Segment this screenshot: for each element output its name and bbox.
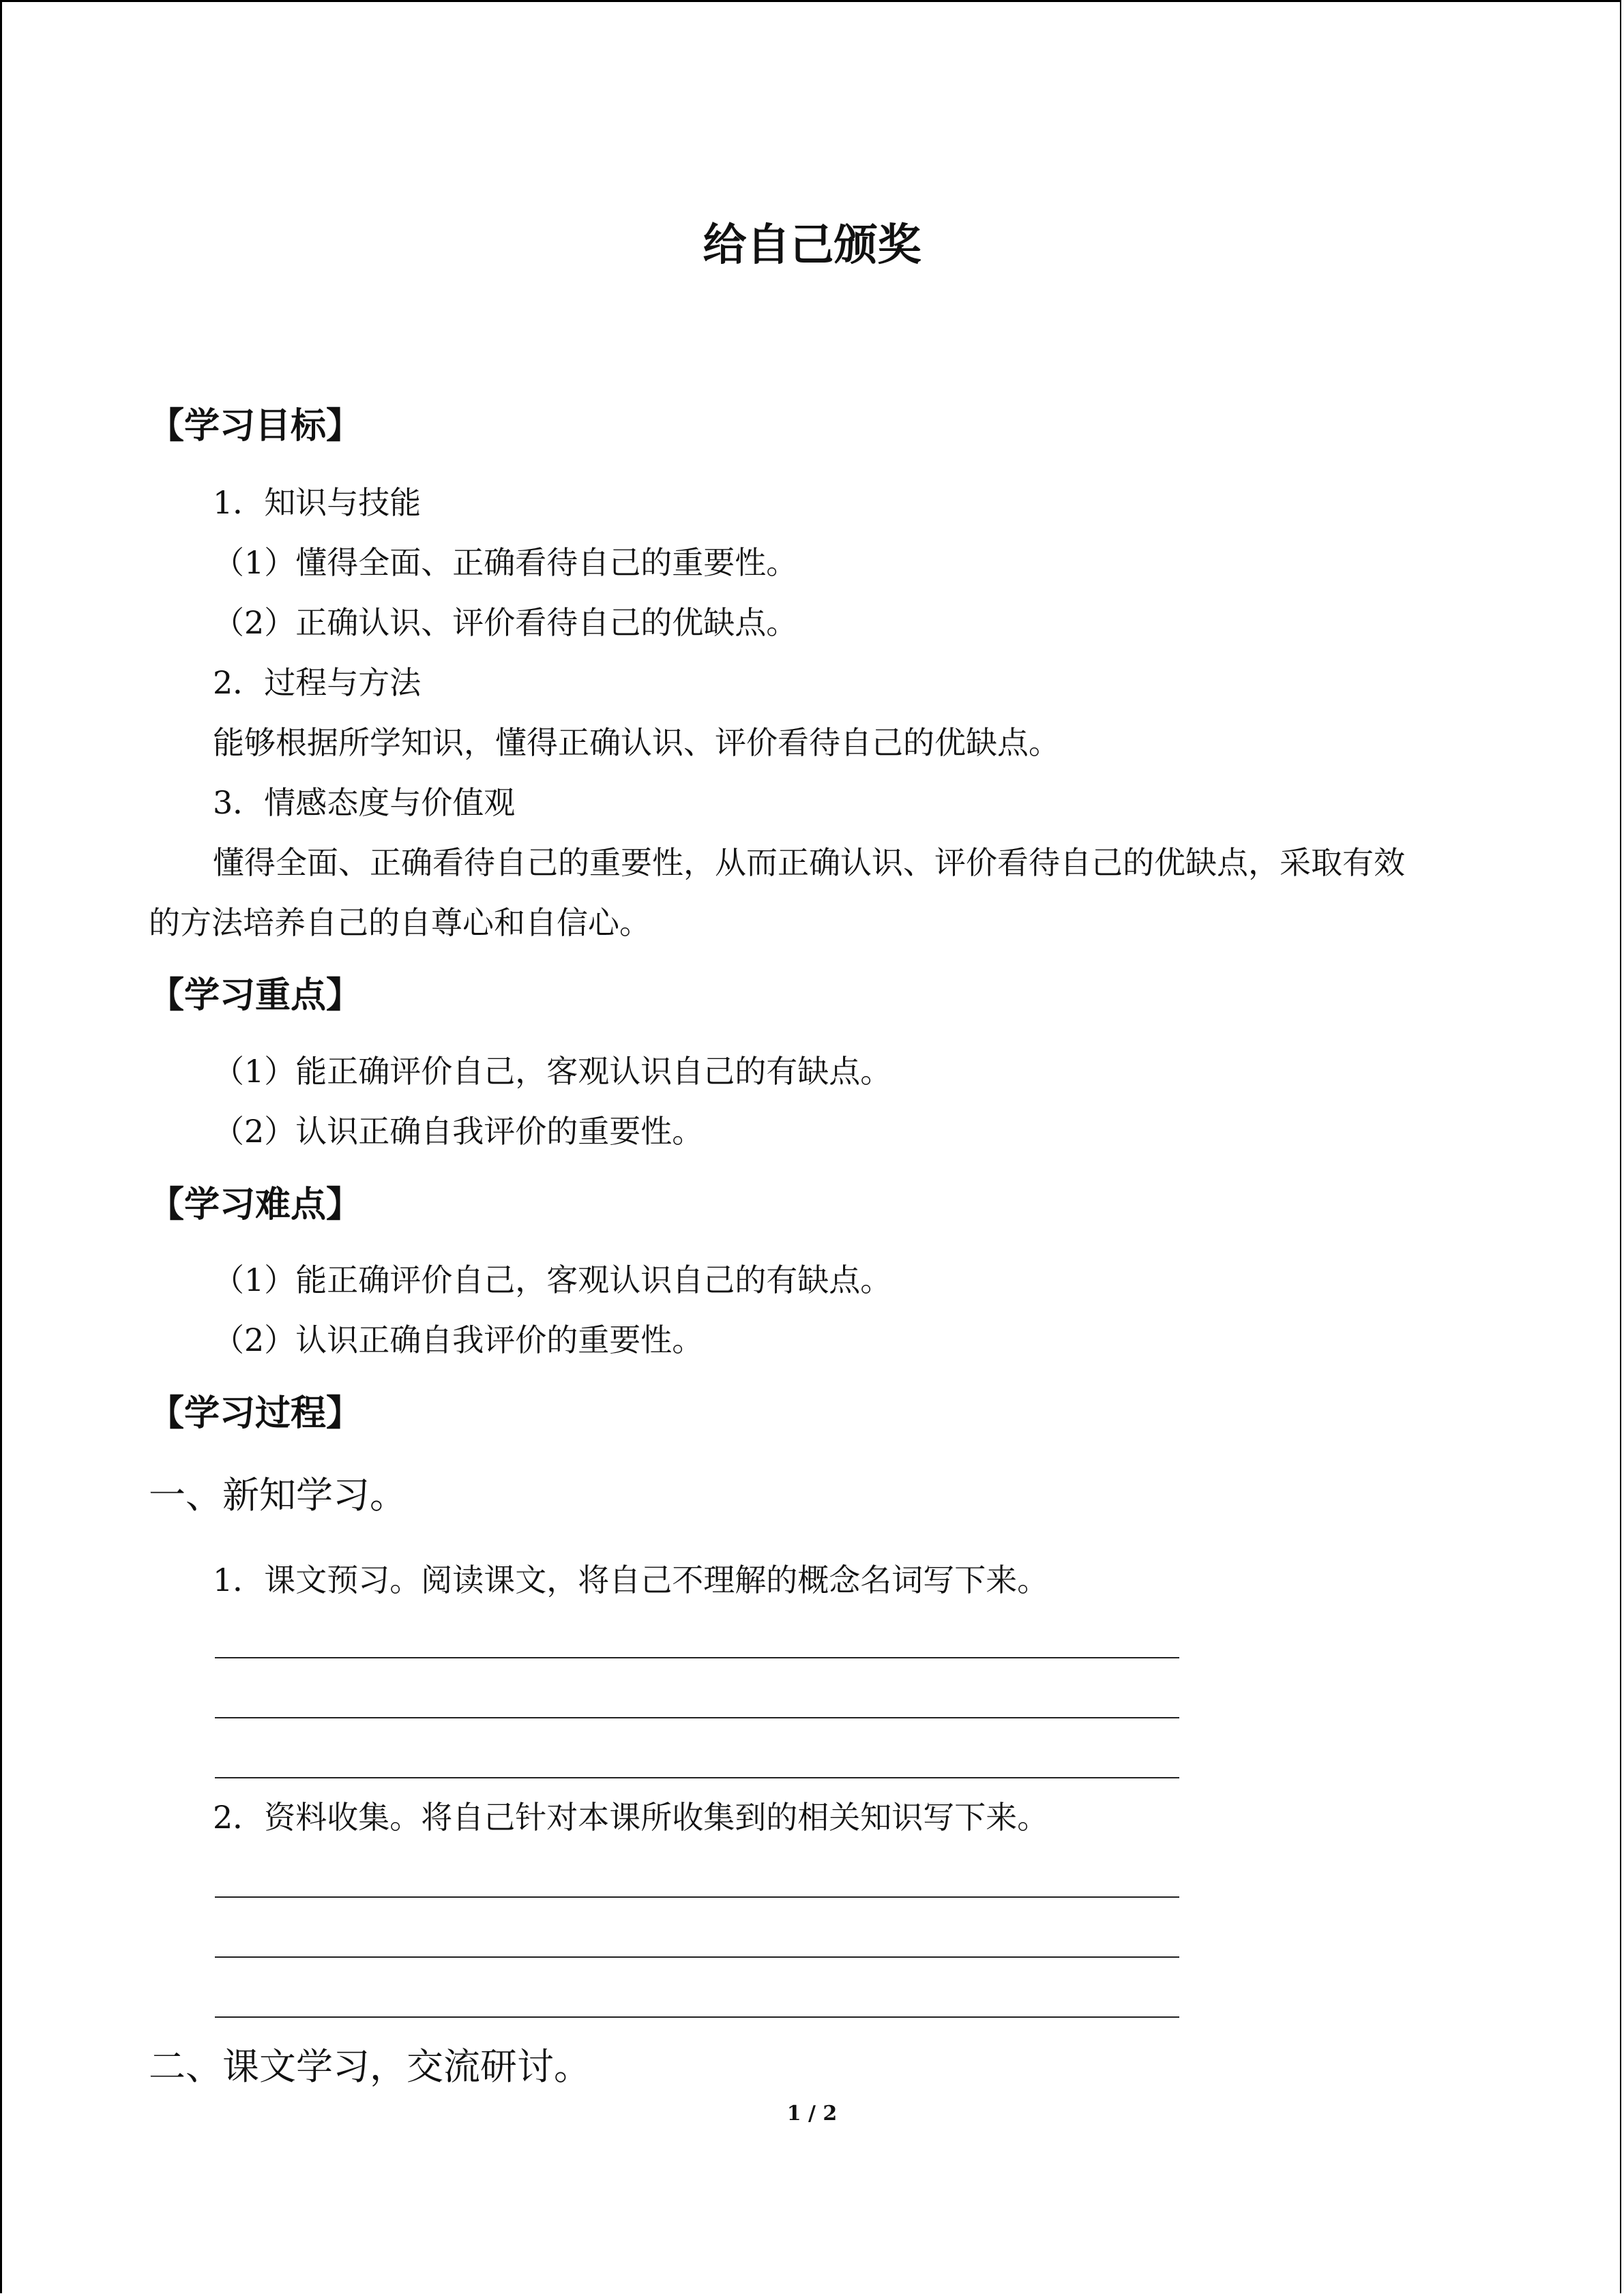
objectives-item1-sub1: （1）懂得全面、正确看待自己的重要性。 (213, 544, 798, 581)
answer-line (215, 1717, 1179, 1718)
task2-text: 2．资料收集。将自己针对本课所收集到的相关知识写下来。 (213, 1799, 1049, 1836)
page-title: 给自己颁奖 (703, 220, 921, 271)
difficulties-heading: 【学习难点】 (149, 1184, 362, 1225)
key-points-heading: 【学习重点】 (149, 975, 362, 1016)
key-points-item1: （1）能正确评价自己，客观认识自己的有缺点。 (213, 1053, 892, 1090)
task1-text: 1．课文预习。阅读课文，将自己不理解的概念名词写下来。 (213, 1562, 1049, 1598)
process-heading: 【学习过程】 (149, 1393, 362, 1434)
answer-line (215, 1956, 1179, 1958)
answer-line (215, 1896, 1179, 1898)
objectives-item3-text-line2: 的方法培养自己的自尊心和自信心。 (149, 904, 651, 941)
difficulties-item1: （1）能正确评价自己，客观认识自己的有缺点。 (213, 1262, 892, 1298)
objectives-item1-heading: 1．知识与技能 (213, 484, 422, 521)
answer-line (215, 2016, 1179, 2018)
objectives-item2-text: 能够根据所学知识，懂得正确认识、评价看待自己的优缺点。 (213, 724, 1060, 761)
part1-heading: 一、新知学习。 (149, 1474, 407, 1517)
objectives-heading: 【学习目标】 (149, 406, 362, 447)
answer-line (215, 1657, 1179, 1658)
objectives-item2-heading: 2．过程与方法 (213, 664, 422, 701)
page-number: 1 / 2 (786, 2102, 838, 2126)
objectives-item3-text-line1: 懂得全面、正确看待自己的重要性，从而正确认识、评价看待自己的优缺点，采取有效 (213, 844, 1405, 881)
difficulties-item2: （2）认识正确自我评价的重要性。 (213, 1322, 704, 1358)
objectives-item3-heading: 3．情感态度与价值观 (213, 784, 516, 821)
key-points-item2: （2）认识正确自我评价的重要性。 (213, 1113, 704, 1150)
objectives-item1-sub2: （2）正确认识、评价看待自己的优缺点。 (213, 604, 798, 641)
part2-heading: 二、课文学习，交流研讨。 (149, 2045, 591, 2088)
answer-line (215, 1777, 1179, 1778)
